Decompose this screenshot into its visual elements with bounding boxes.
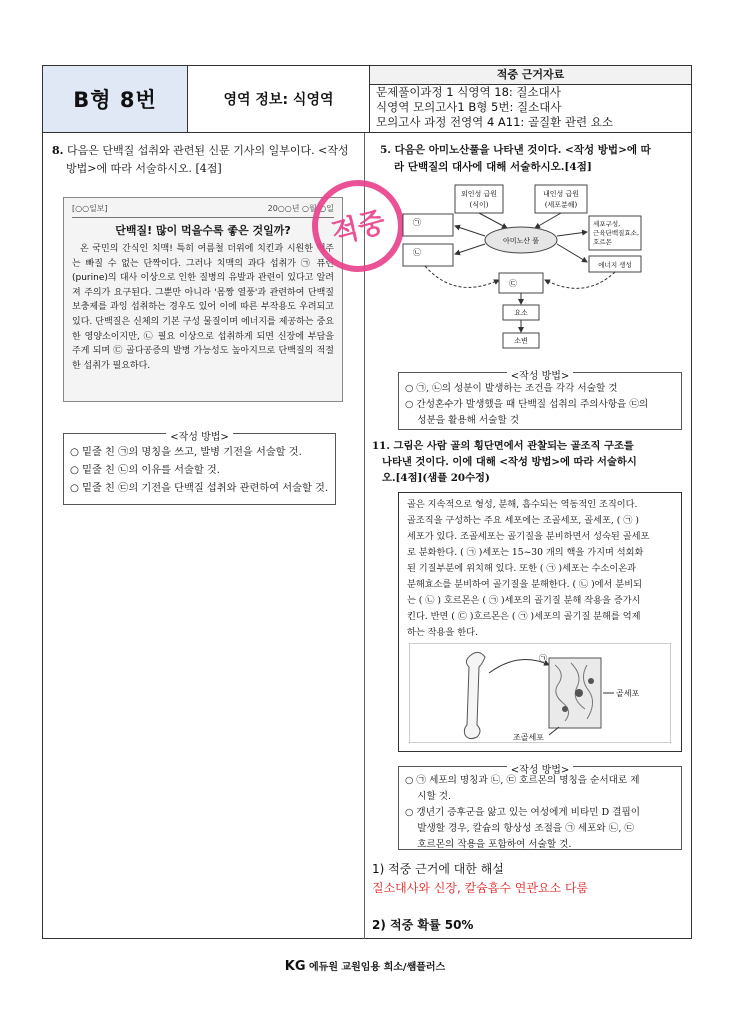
amino-acid-pool-diagram <box>395 180 685 360</box>
box-label: ㉢ <box>509 279 517 288</box>
left-method-box <box>63 433 336 505</box>
bone-tissue-figure <box>409 643 671 743</box>
q11-passage-box <box>398 492 682 752</box>
news-body: 온 국민의 간식인 치맥! 특히 여름철 더위에 치킨과 시원한 맥주는 빠질 수 없는 단짝이다. 그러나 치맥의 과다 섭취가 ㉠ 퓨린(purine)의 대사 이상으로 인한 질병의 유발과 관련이 있다고 알려져 주의가 요구된다. 그뿐만 아니라 '몸짱 열풍'과 관련하여 단백질 보충제를 과잉 섭취하는 경우도 있어 이에 따른 부작용도 우려되고 있다. 단백질은 신체의 기본 구성 물질이며 에너지를 제공하는 중요한 영양소이지만, ㉡ 필요 이상으로 섭취하게 되면 신장에 부담을 주게 되며 ㉢ 골다공증의 발병 가능성도 높아지므로 단백질의 적절한 섭취가 필요하다. <box>72 244 334 371</box>
energy-label: 에너지 생성 <box>598 261 632 269</box>
q11-text: 11. 그림은 사람 골의 횡단면에서 관찰되는 골조직 구조를 <box>372 440 634 452</box>
source-label: 내인성 급원 <box>542 190 580 198</box>
news-header <box>72 203 334 217</box>
area-info: 영역 정보: 식영역 <box>188 66 370 132</box>
method-item: 발생할 경우, 칼슘의 항상성 조절을 ㉠ 세포와 ㉡, ㉢ <box>405 823 635 834</box>
urine-label: 소변 <box>514 337 528 345</box>
q5-heading <box>380 142 685 176</box>
source-title: 적중 근거자료 <box>370 66 691 85</box>
box-label: ㉡ <box>413 248 421 257</box>
source-label: (식이) <box>469 201 489 209</box>
method-item: 시할 것. <box>405 791 452 802</box>
method-title: <작성 방법> <box>166 432 233 443</box>
use-label: 호르몬 <box>593 238 612 246</box>
passage-line: 는 ( ㉡ ) 호르몬은 ( ㉠ )세포의 골기질 분해 작용을 증가시 <box>407 595 641 606</box>
news-title: 단백질! 많이 먹을수록 좋은 것일까? <box>115 224 291 237</box>
method-item: 호르몬의 작용을 포함하여 서술할 것. <box>405 839 572 850</box>
question-text: 방법>에 따라 서술하시오. [4점] <box>66 162 222 175</box>
q5-method-box <box>398 372 682 430</box>
source-line: 문제풀이과정 1 식영역 18: 질소대사 <box>376 85 561 99</box>
hit-stamp: 적중 <box>302 170 414 282</box>
answer-label: 1) 적중 근거에 대한 해설 <box>372 862 504 876</box>
figure-label: ㉠ <box>539 654 547 663</box>
passage-line: 된 기질부분에 위치해 있다. 또한 ( ㉠ )세포는 수소이온과 <box>407 563 637 574</box>
q5-text: 라 단백질의 대사에 대해 서술하시오.[4점] <box>394 161 592 173</box>
urea-label: 요소 <box>514 309 528 317</box>
passage-line: 골조직을 구성하는 주요 세포에는 조골세포, 골세포, ( ㉠ ) <box>407 515 639 526</box>
source-label: 외인성 급원 <box>460 190 498 198</box>
passage-line: 로 분화한다. ( ㉠ )세포는 15~30 개의 핵을 가지며 석회화 <box>407 547 644 558</box>
question-id: B형 8번 <box>43 66 188 132</box>
kg-logo: KG <box>284 959 306 974</box>
q5-text: 5. 다음은 아미노산풀을 나타낸 것이다. <작성 방법>에 따 <box>380 144 651 156</box>
source-label: (세포분해) <box>544 201 578 209</box>
passage-line: 킨다. 반면 ( ㉢ )호르몬은 ( ㉠ )세포의 골기질 분해를 억제 <box>407 611 641 622</box>
q11-heading <box>372 438 687 486</box>
use-label: 근육단백질효소, <box>593 229 640 237</box>
method-title: <작성 방법> <box>507 765 574 776</box>
header-table <box>42 65 692 133</box>
q11-text: 오.[4점](샘플 20수정) <box>382 472 490 484</box>
news-paper: [○○일보] <box>72 204 108 213</box>
answer-section <box>372 860 687 935</box>
news-article <box>63 197 343 402</box>
method-item: ○ 간성혼수가 발생했을 때 단백질 섭취의 주의사항을 ㉢의 <box>405 399 649 410</box>
box-label: ㉠ <box>413 218 421 227</box>
method-item: ○ 밑줄 친 ㉢의 기전을 단백질 섭취와 관련하여 서술할 것. <box>70 483 329 494</box>
source-line: 식영역 모의고사1 B형 5번: 질소대사 <box>376 100 562 114</box>
figure-label: 조골세포 <box>513 733 544 742</box>
passage-line: 골은 지속적으로 형성, 분해, 흡수되는 역동적인 조직이다. <box>407 499 638 510</box>
news-date: 20○○년 ○월 ○일 <box>267 204 334 213</box>
source-cell <box>370 66 691 132</box>
pool-label: 아미노산 풀 <box>502 237 540 245</box>
method-item: ○ 갱년기 증후군을 앓고 있는 여성에게 비타민 D 결핍이 <box>405 807 641 818</box>
q11-method-box <box>398 766 682 850</box>
question-text: 다음은 단백질 섭취와 관련된 신문 기사의 일부이다. <작성 <box>66 144 349 157</box>
footer-text: 에듀원 교원임용 희소/쌤플러스 <box>309 962 446 973</box>
method-item: ○ ㉠ 세포의 명칭과 ㉡, ㉢ 호르몬의 명칭을 순서대로 제 <box>405 775 640 786</box>
q11-text: 나타낸 것이다. 이에 대해 <작성 방법>에 따라 서술하시 <box>382 456 637 468</box>
passage-line: 분해효소를 분비하여 골기질을 분해한다. ( ㉡ )에서 분비되 <box>407 579 642 590</box>
question-number: 8. <box>52 144 64 157</box>
figure-label: 골세포 <box>616 689 640 698</box>
news-rule <box>72 217 334 218</box>
answer-text: 질소대사와 신장, 칼슘흡수 연관요소 다룸 <box>372 881 589 895</box>
blank-box-b <box>403 244 453 266</box>
blank-box-a <box>403 214 453 236</box>
method-item: ○ 밑줄 친 ㉡의 이유를 서술할 것. <box>70 465 220 476</box>
method-title: <작성 방법> <box>507 371 574 382</box>
passage-line: 하는 작용을 한다. <box>407 627 478 638</box>
method-item: ○ ㉠, ㉡의 성분이 발생하는 조건을 각각 서술할 것 <box>405 383 618 394</box>
blank-box-c <box>499 273 543 293</box>
method-item: 성분을 활용해 서술할 것 <box>405 415 520 426</box>
passage-line: 세포가 있다. 조골세포는 골기질을 분비하면서 성숙된 골세포 <box>407 531 650 542</box>
use-label: 세포구성, <box>593 220 621 228</box>
hit-probability: 2) 적중 확률 50% <box>372 918 474 932</box>
left-question <box>52 142 352 178</box>
footer <box>0 958 730 974</box>
method-item: ○ 밑줄 친 ㉠의 명칭을 쓰고, 발병 기전을 서술할 것. <box>70 447 302 458</box>
source-line: 모의고사 과정 전영역 4 A11: 골질환 관련 요소 <box>376 115 614 129</box>
